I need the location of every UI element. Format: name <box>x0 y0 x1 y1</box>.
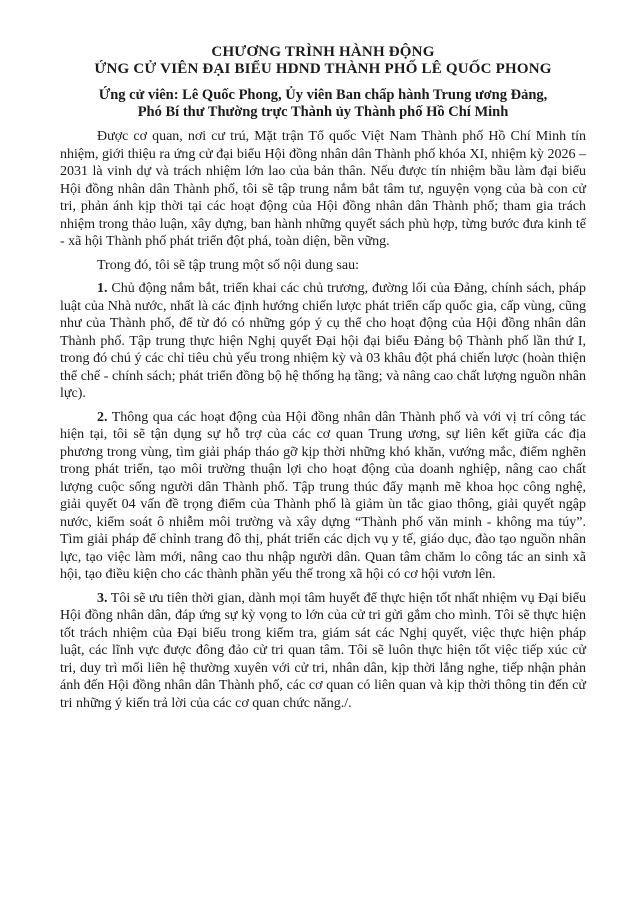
candidate-position-line: Phó Bí thư Thường trực Thành ủy Thành phố Hồ Chí Minh <box>137 104 509 120</box>
candidate-block <box>60 87 586 121</box>
item-2-number: 2. <box>97 409 108 425</box>
numbered-item-1 <box>60 280 586 403</box>
item-3-number: 3. <box>97 590 108 606</box>
numbered-item-3 <box>60 590 586 713</box>
item-1-number: 1. <box>97 281 108 296</box>
intro-paragraph: Được cơ quan, nơi cư trú, Mặt trận Tổ quốc Việt Nam Thành phố Hồ Chí Minh tín nhiệm, giới thiệu ra ứng cử đại biểu Hội đồng nhân dân Thành phố khóa XI, nhiệm kỳ 2026 – 2031 là vinh dự và trách nhiệm lớn lao của bản thân. Nếu được tín nhiệm bầu làm đại biểu Hội đồng nhân dân Thành phố, tôi sẽ tập trung nắm bắt tâm tư, nguyện vọng của bà con cử tri, phản ánh kịp thời tại các hoạt động của Hội đồng nhân dân Thành phố; tham gia trách nhiệm trong thảo luận, xây dựng, ban hành những quyết sách phù hợp, từng bước đưa kinh tế - xã hội Thành phố phát triển đột phá, toàn diện, bền vững. <box>60 129 586 249</box>
candidate-name-line: Ứng cử viên: Lê Quốc Phong, Ủy viên Ban chấp hành Trung ương Đảng, <box>98 87 548 103</box>
document-title-line2: ỨNG CỬ VIÊN ĐẠI BIỂU HDND THÀNH PHỐ LÊ QUỐC PHONG <box>94 61 552 77</box>
document-body <box>60 128 586 712</box>
lead-in-paragraph: Trong đó, tôi sẽ tập trung một số nội dung sau: <box>97 257 359 273</box>
item-3-text: Tôi sẽ ưu tiên thời gian, dành mọi tâm huyết để thực hiện tốt nhất nhiệm vụ Đại biểu Hội đồng nhân dân, đáp ứng sự kỳ vọng to lớn của cử tri gửi gắm cho mình. Tôi sẽ thực hiện tốt trách nhiệm của Đại biểu trong kiểm tra, giám sát các Nghị quyết, việc thực hiện pháp luật, các lĩnh vực được đông đảo cử tri quan tâm. Tôi sẽ luôn thực hiện tốt việc tiếp xúc cử tri, duy trì mối liên hệ thường xuyên với cử tri, nhân dân, kịp thời lắng nghe, tiếp nhận phản ánh đến Hội đồng nhân dân Thành phố, các cơ quan có liên quan và kịp thời thông tin đến cử tri những ý kiến trả lời của các cơ quan chức năng./. <box>60 590 587 711</box>
item-2-text: Thông qua các hoạt động của Hội đồng nhân dân Thành phố và với vị trí công tác hiện tại, tôi sẽ tận dụng sự hỗ trợ của các cơ quan Trung ương, sự liên kết giữa các địa phương trong vùng, tìm giải pháp tháo gỡ kịp thời những khó khăn, vướng mắc, điểm nghẽn trong phát triển, tạo môi trường thuận lợi cho hoạt động của doanh nghiệp, nâng cao chất lượng cuộc sống người dân Thành phố. Tập trung thúc đẩy mạnh mẽ khoa học công nghệ, giải quyết 04 vấn đề trọng điểm của Thành phố là giảm ùn tắc giao thông, giải quyết ngập nước, kiểm soát ô nhiễm môi trường và xây dựng “Thành phố văn minh - không ma túy”. Tìm giải pháp để chỉnh trang đô thị, phát triển các dịch vụ y tế, giáo dục, đào tạo nguồn nhân lực, tạo việc làm mới, nâng cao thu nhập người dân. Quan tâm chăm lo công tác an sinh xã hội, tạo điều kiện cho các thành phần yếu thế trong xã hội có cơ hội vươn lên. <box>60 409 587 582</box>
numbered-item-2 <box>60 409 586 584</box>
item-1-text: Chủ động nắm bắt, triển khai các chủ trương, đường lối của Đảng, chính sách, pháp luật của Nhà nước, nhất là các định hướng chiến lược phát triển cấp quốc gia, cấp vùng, cũng như của Thành phố, để từ đó có những góp ý cụ thể cho hoạt động của Hội đồng nhân dân Thành phố. Tập trung thực hiện Nghị quyết Đại hội đại biểu Đảng bộ Thành phố lần thứ I, trong đó chú ý các chỉ tiêu chủ yếu trong nhiệm kỳ và 03 khâu đột phá chiến lược (hoàn thiện thể chế - chính sách; phát triển đồng bộ hệ thống hạ tầng; và nâng cao chất lượng nguồn nhân lực). <box>60 281 587 401</box>
document-title-line1: CHƯƠNG TRÌNH HÀNH ĐỘNG <box>211 44 435 60</box>
